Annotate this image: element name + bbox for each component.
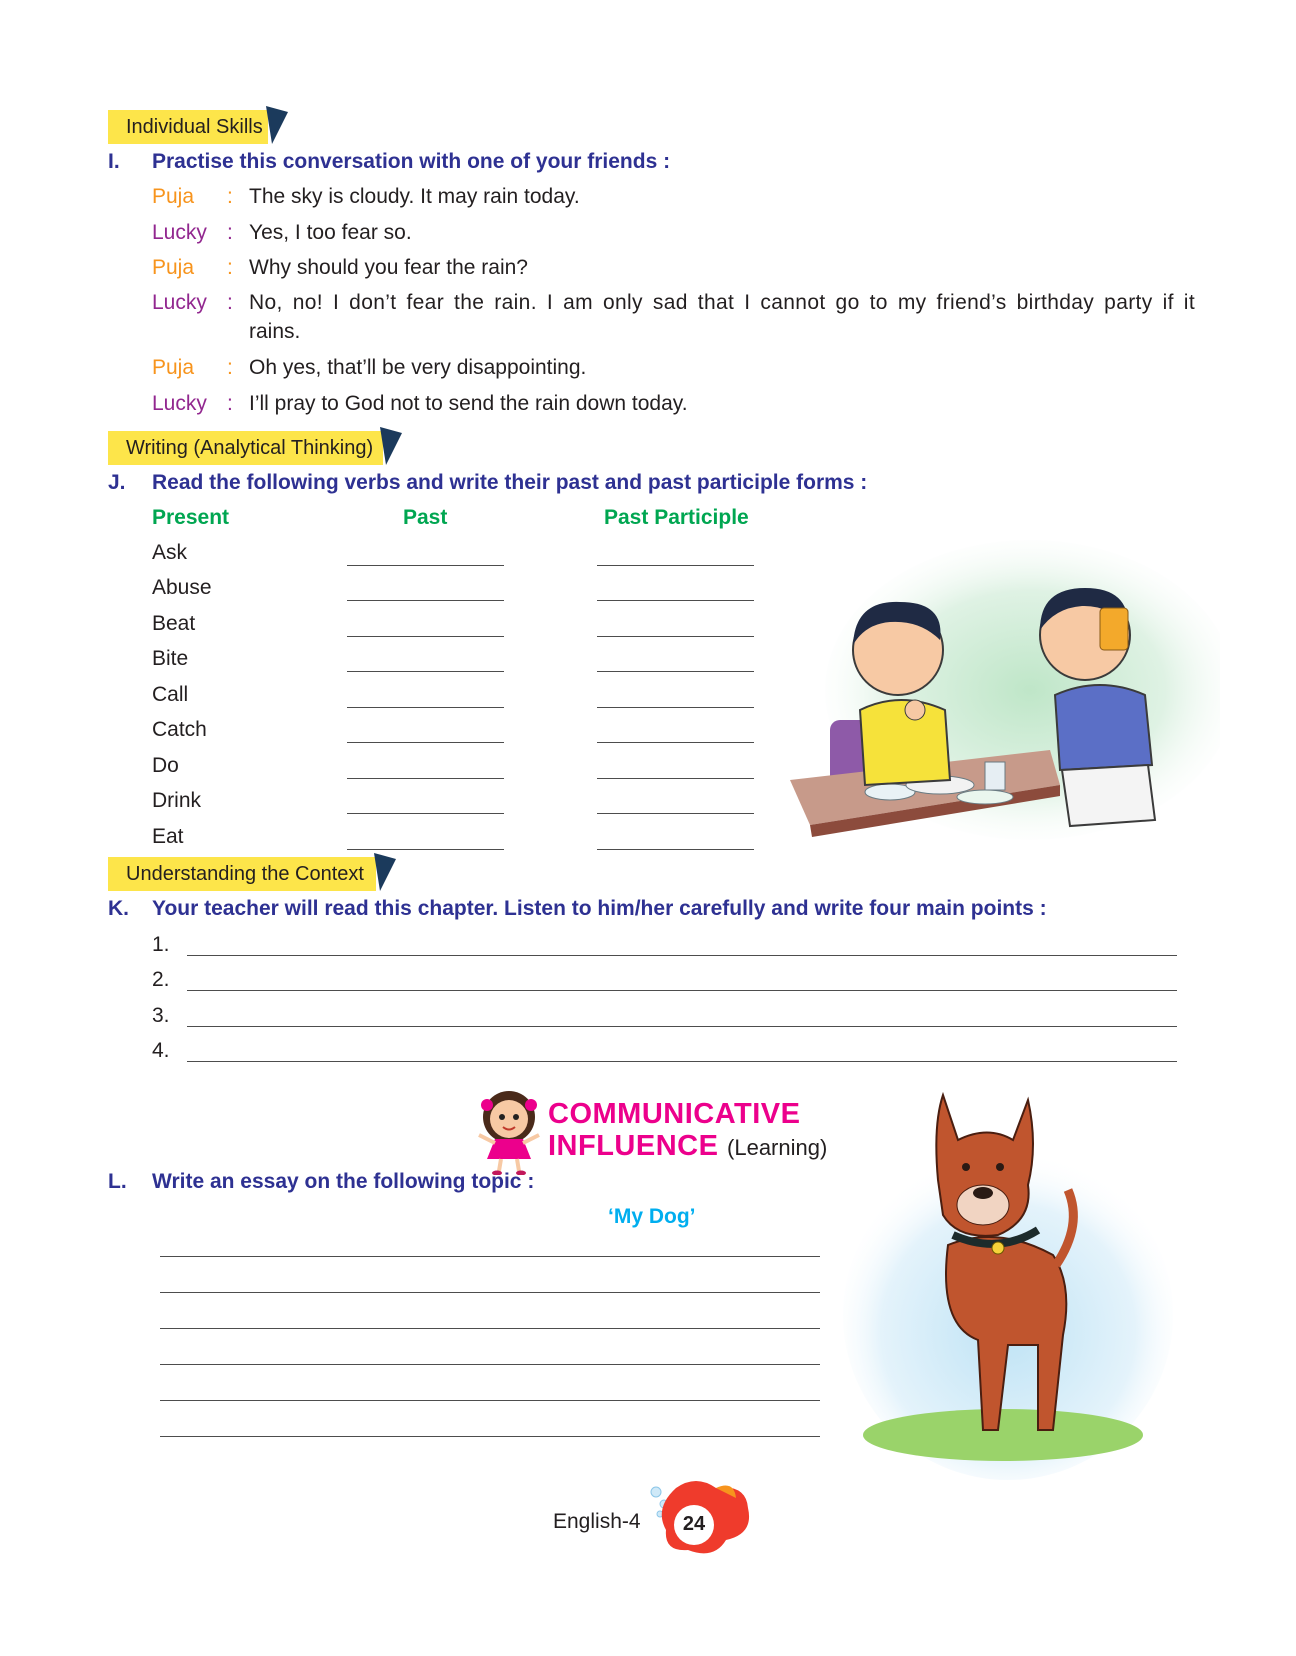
speaker-name: Puja: [152, 356, 195, 379]
verb-present: Abuse: [152, 576, 212, 599]
dialogue-line: Why should you fear the rain?: [249, 256, 528, 279]
past-answer-line[interactable]: [347, 778, 504, 779]
section-tag-label: Understanding the Context: [126, 863, 364, 885]
participle-answer-line[interactable]: [597, 742, 754, 743]
speaker-colon: :: [227, 256, 233, 279]
verb-present: Catch: [152, 718, 207, 741]
verb-present: Ask: [152, 541, 188, 564]
question-text: Write an essay on the following topic :: [152, 1170, 535, 1193]
past-answer-line[interactable]: [347, 565, 504, 566]
question-text: Read the following verbs and write their past and past participle forms :: [152, 471, 868, 494]
question-letter: L.: [108, 1170, 127, 1193]
question-letter: J.: [108, 471, 126, 494]
column-header-past-participle: Past Participle: [604, 506, 749, 529]
speaker-colon: :: [227, 291, 233, 314]
dialogue-line: Yes, I too fear so.: [249, 221, 412, 244]
participle-answer-line[interactable]: [597, 600, 754, 601]
participle-answer-line[interactable]: [597, 849, 754, 850]
speaker-name: Puja: [152, 185, 195, 208]
section-tag-label: Writing (Analytical Thinking): [126, 437, 374, 459]
communicative-heading-line1: COMMUNICATIVE: [548, 1098, 801, 1130]
dialogue-line: No, no! I don’t fear the rain. I am only sad that I cannot go to my friend’s birthday party if it: [249, 291, 1195, 314]
dialogue-line: I’ll pray to God not to send the rain down today.: [249, 392, 688, 415]
speaker-name: Lucky: [152, 291, 207, 314]
participle-answer-line[interactable]: [597, 636, 754, 637]
point-answer-line[interactable]: [187, 1061, 1177, 1062]
participle-answer-line[interactable]: [597, 813, 754, 814]
point-number: 4.: [152, 1039, 170, 1062]
communicative-heading-line2: [548, 1130, 827, 1164]
essay-answer-line[interactable]: [160, 1292, 820, 1293]
point-number: 3.: [152, 1004, 170, 1027]
point-answer-line[interactable]: [187, 955, 1177, 956]
participle-answer-line[interactable]: [597, 707, 754, 708]
past-answer-line[interactable]: [347, 671, 504, 672]
essay-answer-line[interactable]: [160, 1364, 820, 1365]
girl-mascot-icon: [473, 1087, 545, 1175]
speaker-name: Puja: [152, 256, 195, 279]
essay-answer-line[interactable]: [160, 1328, 820, 1329]
verb-present: Beat: [152, 612, 196, 635]
section-tag-understanding: [108, 857, 376, 891]
point-number: 1.: [152, 933, 170, 956]
question-text: Practise this conversation with one of your friends :: [152, 150, 671, 173]
question-text: Your teacher will read this chapter. Listen to him/her carefully and write four main points :: [152, 897, 1047, 920]
speaker-colon: :: [227, 185, 233, 208]
past-answer-line[interactable]: [347, 849, 504, 850]
speaker-colon: :: [227, 221, 233, 244]
dog-illustration: [838, 1085, 1178, 1485]
verb-present: Bite: [152, 647, 189, 670]
past-answer-line[interactable]: [347, 707, 504, 708]
essay-topic: ‘My Dog’: [608, 1205, 696, 1228]
participle-answer-line[interactable]: [597, 565, 754, 566]
past-answer-line[interactable]: [347, 813, 504, 814]
speaker-colon: :: [227, 356, 233, 379]
section-tag-writing: [108, 431, 383, 465]
past-answer-line[interactable]: [347, 742, 504, 743]
speaker-colon: :: [227, 392, 233, 415]
kids-eating-illustration: [770, 540, 1220, 860]
tag-flag-icon: [380, 427, 402, 467]
footer-book-title: English-4: [553, 1510, 641, 1533]
speaker-name: Lucky: [152, 392, 207, 415]
section-tag-label: Individual Skills: [126, 116, 263, 138]
column-header-past: Past: [403, 506, 448, 529]
dialogue-line: Oh yes, that’ll be very disappointing.: [249, 356, 587, 379]
participle-answer-line[interactable]: [597, 671, 754, 672]
page-number: 24: [682, 1513, 706, 1535]
verb-present: Do: [152, 754, 179, 777]
tag-flag-icon: [266, 106, 288, 146]
essay-answer-line[interactable]: [160, 1436, 820, 1437]
question-letter: I.: [108, 150, 120, 173]
verb-present: Call: [152, 683, 189, 706]
speaker-name: Lucky: [152, 221, 207, 244]
question-letter: K.: [108, 897, 129, 920]
verb-present: Drink: [152, 789, 202, 812]
point-number: 2.: [152, 968, 170, 991]
column-header-present: Present: [152, 506, 230, 529]
essay-answer-line[interactable]: [160, 1400, 820, 1401]
verb-present: Eat: [152, 825, 184, 848]
point-answer-line[interactable]: [187, 990, 1177, 991]
dialogue-line-continued: rains.: [249, 320, 301, 343]
point-answer-line[interactable]: [187, 1026, 1177, 1027]
dialogue-line: The sky is cloudy. It may rain today.: [249, 185, 580, 208]
past-answer-line[interactable]: [347, 636, 504, 637]
participle-answer-line[interactable]: [597, 778, 754, 779]
essay-answer-line[interactable]: [160, 1256, 820, 1257]
communicative-heading-word: INFLUENCE: [548, 1130, 719, 1162]
past-answer-line[interactable]: [347, 600, 504, 601]
tag-flag-icon: [374, 853, 396, 893]
communicative-subtitle: (Learning): [727, 1135, 828, 1160]
section-tag-individual-skills: [108, 110, 268, 144]
